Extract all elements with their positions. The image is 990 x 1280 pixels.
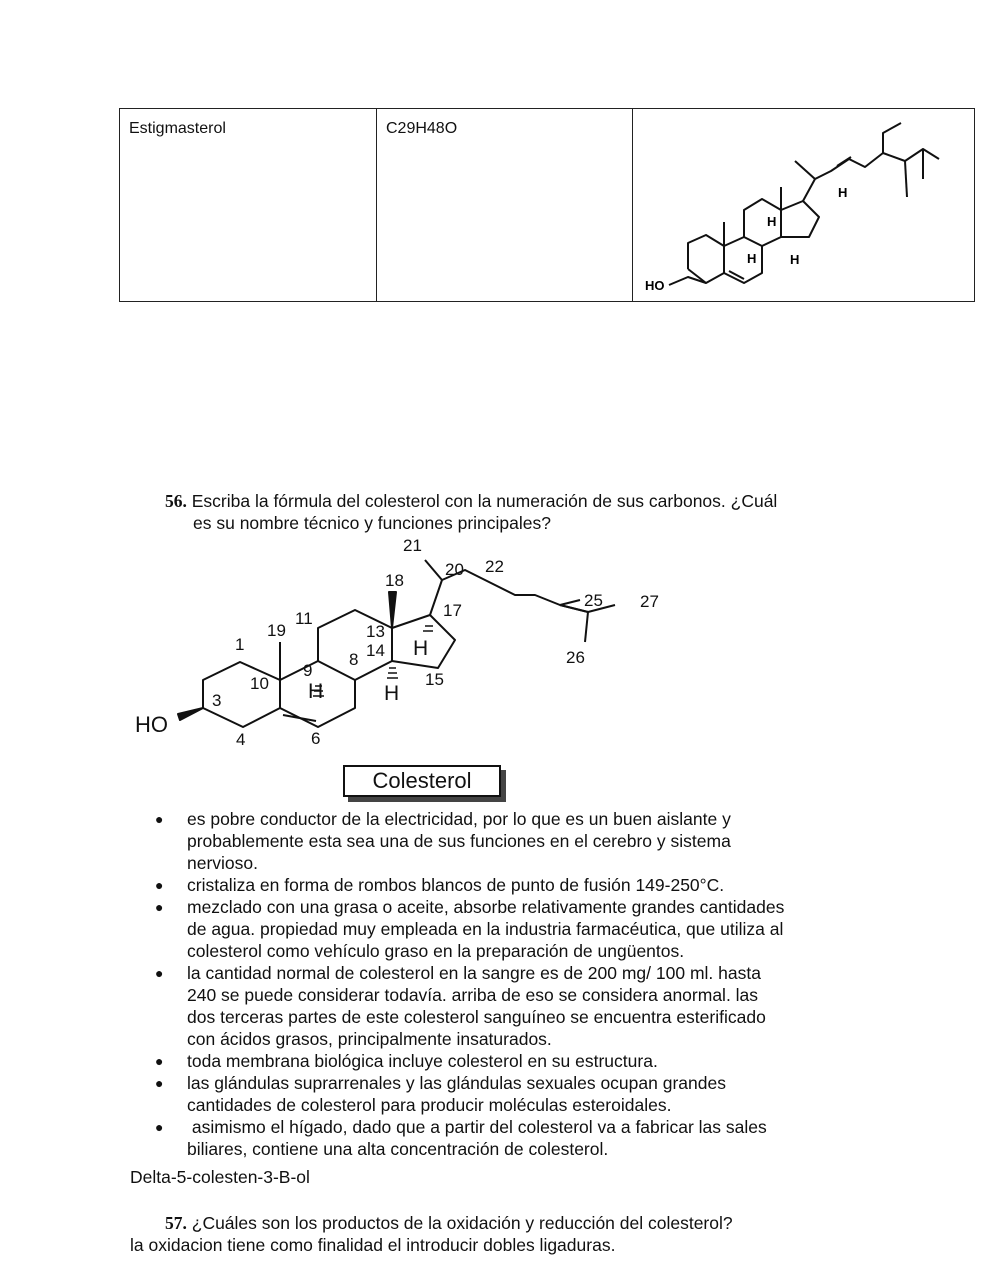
carbon-number-1: 1 [235, 635, 245, 654]
cholesterol-facts-list [155, 808, 875, 1160]
cholesterol-h-label-14: H [384, 682, 400, 705]
carbon-number-9: 9 [303, 661, 313, 680]
list-item-line: es pobre conductor de la electricidad, por lo que es un buen aislante y [187, 809, 731, 829]
compound-name-cell [120, 109, 377, 301]
list-item-line: la cantidad normal de colesterol en la sangre es de 200 mg/ 100 ml. hasta [187, 963, 761, 983]
stigmasterol-ho-label: HO [645, 278, 665, 293]
carbon-number-21: 21 [403, 536, 422, 555]
cholesterol-ho-label: HO [135, 712, 168, 737]
answer-57: la oxidacion tiene como finalidad el introducir dobles ligaduras. [130, 1235, 616, 1255]
list-item-line: de agua. propiedad muy empleada en la industria farmacéutica, que utiliza al [187, 919, 784, 939]
carbon-number-19: 19 [267, 621, 286, 640]
bullet-icon: ● [155, 899, 164, 915]
carbon-number-6: 6 [311, 729, 321, 748]
stigmasterol-h-label-4: H [790, 252, 800, 267]
stigmasterol-h-label-1: H [838, 185, 848, 200]
list-item-line: cantidades de colesterol para producir moléculas esteroidales. [187, 1095, 672, 1115]
bullet-icon: ● [155, 1119, 164, 1135]
compound-formula: C29H48O [386, 120, 458, 137]
list-item [155, 962, 875, 1050]
question-57 [165, 1212, 733, 1234]
list-item [155, 1072, 875, 1116]
bullet-icon: ● [155, 965, 164, 981]
list-item-line: colesterol como vehículo graso en la preparación de ungüentos. [187, 941, 685, 961]
stigmasterol-h-label-3: H [747, 251, 757, 266]
question-57-text: ¿Cuáles son los productos de la oxidación y reducción del colesterol? [191, 1213, 733, 1233]
list-item-line: con ácidos grasos, principalmente insaturados. [187, 1029, 552, 1049]
carbon-number-15: 15 [425, 670, 444, 689]
list-item-line: nervioso. [187, 853, 259, 873]
stigmasterol-h-label-2: H [767, 214, 777, 229]
carbon-number-18: 18 [385, 571, 404, 590]
compound-table-row [119, 108, 975, 302]
list-item-line: biliares, contiene una alta concentración de colesterol. [187, 1139, 609, 1159]
bullet-icon: ● [155, 1075, 164, 1091]
compound-structure-cell [633, 109, 974, 301]
carbon-number-27: 27 [640, 592, 659, 611]
carbon-number-17: 17 [443, 601, 462, 620]
stigmasterol-structure-diagram [633, 109, 973, 299]
carbon-number-22: 22 [485, 557, 504, 576]
list-item-line: dos terceras partes de este colesterol sanguíneo se encuentra esterificado [187, 1007, 766, 1027]
list-item-line: probablemente esta sea una de sus funciones en el cerebro y sistema [187, 831, 731, 851]
carbon-number-4: 4 [236, 730, 246, 749]
list-item-line: las glándulas suprarrenales y las glándulas sexuales ocupan grandes [187, 1073, 726, 1093]
bullet-icon: ● [155, 811, 164, 827]
carbon-number-13: 13 [366, 622, 385, 641]
list-item [155, 874, 875, 896]
cholesterol-h-label-9: H [308, 680, 324, 703]
list-item-line: 240 se puede considerar todavía. arriba de eso se considera anormal. las [187, 985, 759, 1005]
question-56-line1: Escriba la fórmula del colesterol con la numeración de sus carbonos. ¿Cuál [191, 491, 778, 511]
bullet-icon: ● [155, 1053, 164, 1069]
question-56-line2: es su nombre técnico y funciones principales? [193, 513, 551, 533]
carbon-number-25: 25 [584, 591, 603, 610]
list-item-line: mezclado con una grasa o aceite, absorbe relativamente grandes cantidades [187, 897, 785, 917]
cholesterol-caption: Colesterol [372, 768, 472, 793]
question-56 [165, 490, 777, 534]
compound-formula-cell [377, 109, 633, 301]
list-item [155, 896, 875, 962]
question-56-number: 56. [165, 491, 187, 511]
list-item [155, 1116, 875, 1160]
carbon-number-11: 11 [295, 609, 313, 628]
list-item-line: asimismo el hígado, dado que a partir del colesterol va a fabricar las sales [187, 1117, 767, 1137]
list-item [155, 808, 875, 874]
cholesterol-structure-diagram [130, 530, 690, 810]
carbon-number-20: 20 [445, 560, 464, 579]
cholesterol-h-label-17: H [413, 637, 429, 660]
compound-name: Estigmasterol [129, 120, 226, 137]
list-item-line: toda membrana biológica incluye colesterol en su estructura. [187, 1051, 658, 1071]
bullet-icon: ● [155, 877, 164, 893]
carbon-number-8: 8 [349, 650, 359, 669]
carbon-number-3: 3 [212, 691, 222, 710]
carbon-number-26: 26 [566, 648, 585, 667]
carbon-number-14: 14 [366, 641, 385, 660]
carbon-number-10: 10 [250, 674, 269, 693]
list-item [155, 1050, 875, 1072]
list-item-line: cristaliza en forma de rombos blancos de punto de fusión 149-250°C. [187, 875, 725, 895]
question-57-number: 57. [165, 1213, 187, 1233]
technical-name: Delta-5-colesten-3-B-ol [130, 1167, 310, 1187]
